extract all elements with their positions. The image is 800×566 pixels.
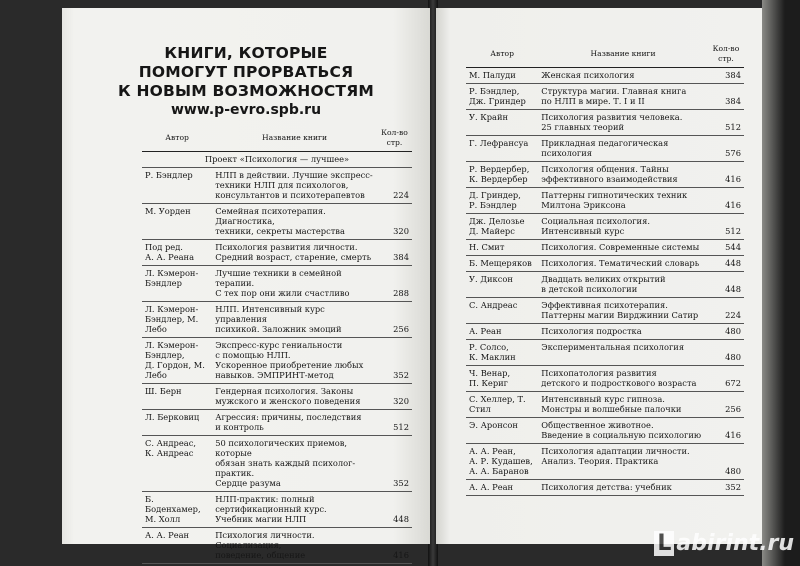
book-author-line: Бэндлер, (145, 350, 185, 360)
book-author (466, 256, 538, 272)
book-author-line: С. Андреас (469, 300, 518, 310)
book-title-line: Интенсивный курс (541, 226, 625, 236)
book-author-line: Д. Гриндер, (469, 190, 521, 200)
book-pages: 480 (708, 340, 744, 366)
book-author-line: Дж. Делозье (469, 216, 525, 226)
book-title (538, 110, 708, 136)
book-author (466, 84, 538, 110)
section-title: Проект «Психология — лучшее» (142, 152, 412, 168)
book-title (538, 256, 708, 272)
book-author (142, 204, 212, 240)
book-author-line: К. Вердербер (469, 174, 528, 184)
book-title (212, 302, 377, 338)
headline-line: КНИГИ, КОТОРЫЕ (164, 44, 328, 62)
book-title-line: 25 главных теорий (541, 122, 625, 132)
book-pages: 416 (708, 418, 744, 444)
column-header-title: Название книги (212, 126, 377, 152)
book-pages: 416 (377, 528, 412, 564)
book-title (538, 340, 708, 366)
book-title-line: Введение в социальную психологию (541, 430, 702, 440)
headline-line: К НОВЫМ ВОЗМОЖНОСТЯМ (118, 82, 374, 100)
book-row (142, 266, 412, 302)
book-author (142, 410, 212, 436)
book-author-line: Ш. Берн (145, 386, 182, 396)
book-author-line: М. Уорден (145, 206, 191, 216)
book-author (466, 340, 538, 366)
book-title-line: Гендерная психология. Законы (215, 386, 354, 396)
page-headline (62, 44, 430, 101)
book-pages: 224 (377, 168, 412, 204)
book-pages: 224 (708, 298, 744, 324)
book-row (142, 492, 412, 528)
book-author-line: А. А. Реан (469, 482, 514, 492)
book-pages: 512 (708, 110, 744, 136)
column-header-title: Название книги (538, 42, 708, 68)
book-title-line: психикой. Заложник эмоций (215, 324, 342, 334)
book-author-line: Н. Смит (469, 242, 505, 252)
book-title-line: С тех пор они жили счастливо (215, 288, 350, 298)
book-pages: 384 (708, 68, 744, 84)
column-header-pages: Кол-во стр. (708, 42, 744, 68)
book-pages: 512 (377, 410, 412, 436)
column-header-author: Автор (142, 126, 212, 152)
column-header-pages: Кол-во стр. (377, 126, 412, 152)
book-title-line: Прикладная педагогическая (541, 138, 669, 148)
book-title (212, 168, 377, 204)
book-author (142, 436, 212, 492)
book-pages: 448 (708, 272, 744, 298)
book-pages: 416 (708, 188, 744, 214)
book-title (538, 136, 708, 162)
book-author (466, 272, 538, 298)
book-title (212, 384, 377, 410)
right-page (436, 8, 762, 544)
book-author-line: М. Палуди (469, 70, 516, 80)
book-pages: 416 (708, 162, 744, 188)
book-title-line: Сердце разума (215, 478, 281, 488)
book-title-line: Милтона Эриксона (541, 200, 626, 210)
book-title-line: Лучшие техники в семейной терапии. (215, 268, 342, 288)
book-title-line: Анализ. Теория. Практика (541, 456, 659, 466)
book-pages: 544 (708, 240, 744, 256)
book-row (466, 240, 744, 256)
book-title-line: Эффективная психотерапия. (541, 300, 668, 310)
book-author-line: Бэндлер (145, 278, 182, 288)
book-row (142, 302, 412, 338)
book-title-line: Психология адаптации личности. (541, 446, 690, 456)
book-row (142, 204, 412, 240)
book-title-line: НЛП. Интенсивный курс управления (215, 304, 325, 324)
book-author (466, 188, 538, 214)
book-row (142, 168, 412, 204)
book-title (538, 214, 708, 240)
book-author-line: Бэндлер, М. Лебо (145, 314, 199, 334)
book-pages: 448 (377, 492, 412, 528)
book-table-left (142, 126, 412, 564)
book-title (538, 68, 708, 84)
book-author (142, 240, 212, 266)
book-author (142, 266, 212, 302)
book-author (142, 492, 212, 528)
book-pages: 256 (377, 302, 412, 338)
book-title-line: поведение, общение (215, 550, 306, 560)
book-author-line: Л. Кэмерон- (145, 268, 199, 278)
book-title-line: Экспресс-курс гениальности (215, 340, 343, 350)
book-row (466, 162, 744, 188)
book-title-line: Психология развития человека. (541, 112, 683, 122)
book-title-line: Психология подростка (541, 326, 642, 336)
book-author-line: Р. Вердербер, (469, 164, 530, 174)
book-title-line: Психология. Современные системы (541, 242, 700, 252)
headline-line: ПОМОГУТ ПРОРВАТЬСЯ (138, 63, 354, 81)
book-title-line: Интенсивный курс гипноза. (541, 394, 665, 404)
book-author-line: Дж. Гриндер (469, 96, 526, 106)
book-row (142, 410, 412, 436)
book-row (466, 366, 744, 392)
book-author-line: Л. Берковиц (145, 412, 200, 422)
book-row (466, 418, 744, 444)
book-author (466, 418, 538, 444)
book-author-line: Р. Солсо, (469, 342, 509, 352)
book-pages: 288 (377, 266, 412, 302)
book-title-line: Ускоренное приобретение любых (215, 360, 364, 370)
book-author-line: Л. Кэмерон- (145, 340, 199, 350)
book-author (466, 214, 538, 240)
book-title-line: Общественное животное. (541, 420, 654, 430)
book-row (142, 384, 412, 410)
book-title-line: Паттерны магии Вирджинии Сатир (541, 310, 699, 320)
book-author-line: У. Диксон (469, 274, 513, 284)
book-author-line: Б. Мещеряков (469, 258, 532, 268)
book-pages: 576 (708, 136, 744, 162)
book-author (466, 480, 538, 496)
book-row (142, 528, 412, 564)
book-author-line: Л. Кэмерон- (145, 304, 199, 314)
book-row (142, 240, 412, 266)
book-pages: 320 (377, 204, 412, 240)
book-title-line: в детской психологии (541, 284, 638, 294)
book-table-right (466, 42, 744, 496)
book-author (466, 162, 538, 188)
book-pages: 384 (377, 240, 412, 266)
book-title-line: Психология. Тематический словарь (541, 258, 700, 268)
book-title-line: по НЛП в мире. Т. I и II (541, 96, 645, 106)
book-title-line: обязан знать каждый психолог-практик. (215, 458, 356, 478)
left-page (62, 8, 430, 560)
book-author-line: Э. Аронсон (469, 420, 518, 430)
book-title (212, 492, 377, 528)
book-title-line: Психопатология развития (541, 368, 657, 378)
book-author-line: К. Маклин (469, 352, 516, 362)
book-title (538, 84, 708, 110)
book-title-line: Монстры и волшебные палочки (541, 404, 682, 414)
book-title-line: Структура магии. Главная книга (541, 86, 687, 96)
book-author-line: А. Р. Кудашев, (469, 456, 533, 466)
book-row (466, 324, 744, 340)
book-author-line: У. Крайн (469, 112, 509, 122)
book-author (142, 302, 212, 338)
book-title (538, 188, 708, 214)
book-pages: 352 (377, 436, 412, 492)
book-title-line: Психология общения. Тайны (541, 164, 669, 174)
book-title-line: Семейная психотерапия. Диагностика, (215, 206, 326, 226)
book-row (466, 392, 744, 418)
book-title-line: Социальная психология. (541, 216, 650, 226)
book-pages: 256 (708, 392, 744, 418)
book-title-line: НЛП в действии. Лучшие экспресс- (215, 170, 373, 180)
book-author-line: Б. Боденхамер, (145, 494, 201, 514)
book-title (212, 528, 377, 564)
book-row (466, 272, 744, 298)
book-author (466, 136, 538, 162)
book-title-line: Экспериментальная психология (541, 342, 685, 352)
book-pages: 448 (708, 256, 744, 272)
book-author-line: А. А. Реан, (469, 446, 516, 456)
book-author (466, 68, 538, 84)
book-title (538, 240, 708, 256)
book-author-line: Д. Гордон, М. Лебо (145, 360, 205, 380)
book-author-line: П. Кериг (469, 378, 509, 388)
book-author (142, 384, 212, 410)
book-author (466, 444, 538, 480)
book-title-line: консультантов и психотерапевтов (215, 190, 365, 200)
book-row (466, 444, 744, 480)
book-author (466, 110, 538, 136)
book-author (466, 240, 538, 256)
book-author-line: С. Хеллер, Т. Стил (469, 394, 526, 414)
book-author (466, 324, 538, 340)
book-title-line: техники НЛП для психологов, (215, 180, 349, 190)
book-row (466, 256, 744, 272)
book-title (212, 338, 377, 384)
book-author (466, 392, 538, 418)
book-author-line: С. Андреас, (145, 438, 196, 448)
book-title-line: эффективного взаимодействия (541, 174, 678, 184)
book-author-line: Г. Лефрансуа (469, 138, 529, 148)
book-author-line: А. А. Реана (145, 252, 195, 262)
book-row (142, 338, 412, 384)
book-title-line: Паттерны гипнотических техник (541, 190, 688, 200)
book-title-line: Двадцать великих открытий (541, 274, 666, 284)
book-row (466, 298, 744, 324)
publisher-url: www.p-evro.spb.ru (170, 102, 322, 118)
book-title-line: психология (541, 148, 593, 158)
book-title-line: Психология личности. Социализация, (215, 530, 315, 550)
book-row (466, 340, 744, 366)
book-title (538, 272, 708, 298)
book-title-line: навыков. ЭМПРИНТ-метод (215, 370, 334, 380)
book-title (538, 298, 708, 324)
book-author-line: Р. Бэндлер (469, 200, 517, 210)
book-title (212, 240, 377, 266)
book-title (212, 410, 377, 436)
book-author-line: А. А. Реан (145, 530, 190, 540)
book-title (538, 392, 708, 418)
book-author-line: А. Реан (469, 326, 502, 336)
book-row (466, 480, 744, 496)
book-row (466, 214, 744, 240)
book-title (538, 162, 708, 188)
book-pages: 480 (708, 324, 744, 340)
book-title-line: Психология развития личности. (215, 242, 358, 252)
book-author-line: Р. Бэндлер, (469, 86, 520, 96)
book-pages: 352 (708, 480, 744, 496)
book-title-line: техники, секреты мастерства (215, 226, 345, 236)
book-author (142, 338, 212, 384)
book-row (142, 436, 412, 492)
book-title-line: Средний возраст, старение, смерть (215, 252, 372, 262)
book-row (466, 84, 744, 110)
book-title (538, 480, 708, 496)
book-row (466, 136, 744, 162)
watermark-logo-icon: L (654, 531, 674, 556)
watermark (654, 531, 794, 556)
book-row (466, 68, 744, 84)
book-author-line: Р. Бэндлер (145, 170, 193, 180)
book-title (538, 324, 708, 340)
book-row (466, 110, 744, 136)
book-title-line: Психология детства: учебник (541, 482, 672, 492)
book-pages: 672 (708, 366, 744, 392)
book-title (538, 444, 708, 480)
book-title-line: детского и подросткового возраста (541, 378, 697, 388)
book-author-line: К. Андреас (145, 448, 194, 458)
book-title-line: Агрессия: причины, последствия (215, 412, 362, 422)
book-title (212, 266, 377, 302)
book-row (466, 188, 744, 214)
book-author-line: Под ред. (145, 242, 183, 252)
book-pages: 480 (708, 444, 744, 480)
book-title-line: сертификационный курс. (215, 504, 327, 514)
book-author (466, 366, 538, 392)
book-title (538, 418, 708, 444)
column-header-author: Автор (466, 42, 538, 68)
book-pages: 512 (708, 214, 744, 240)
book-author-line: А. А. Баранов (469, 466, 529, 476)
book-title-line: НЛП-практик: полный (215, 494, 315, 504)
book-title (538, 366, 708, 392)
book-title-line: Учебник магии НЛП (215, 514, 307, 524)
book-title-line: Женская психология (541, 70, 635, 80)
book-author-line: Д. Майерс (469, 226, 515, 236)
book-author (466, 298, 538, 324)
page-edge (762, 0, 800, 566)
book-author-line: М. Холл (145, 514, 181, 524)
book-pages: 384 (708, 84, 744, 110)
book-title (212, 204, 377, 240)
book-pages: 320 (377, 384, 412, 410)
watermark-text: abirint.ru (676, 531, 794, 556)
book-pages: 352 (377, 338, 412, 384)
book-title-line: с помощью НЛП. (215, 350, 291, 360)
book-title (212, 436, 377, 492)
book-author (142, 168, 212, 204)
book-title-line: мужского и женского поведения (215, 396, 361, 406)
book-title-line: и контроль (215, 422, 264, 432)
book-author-line: Ч. Венар, (469, 368, 511, 378)
book-title-line: 50 психологических приемов, которые (215, 438, 348, 458)
book-author (142, 528, 212, 564)
